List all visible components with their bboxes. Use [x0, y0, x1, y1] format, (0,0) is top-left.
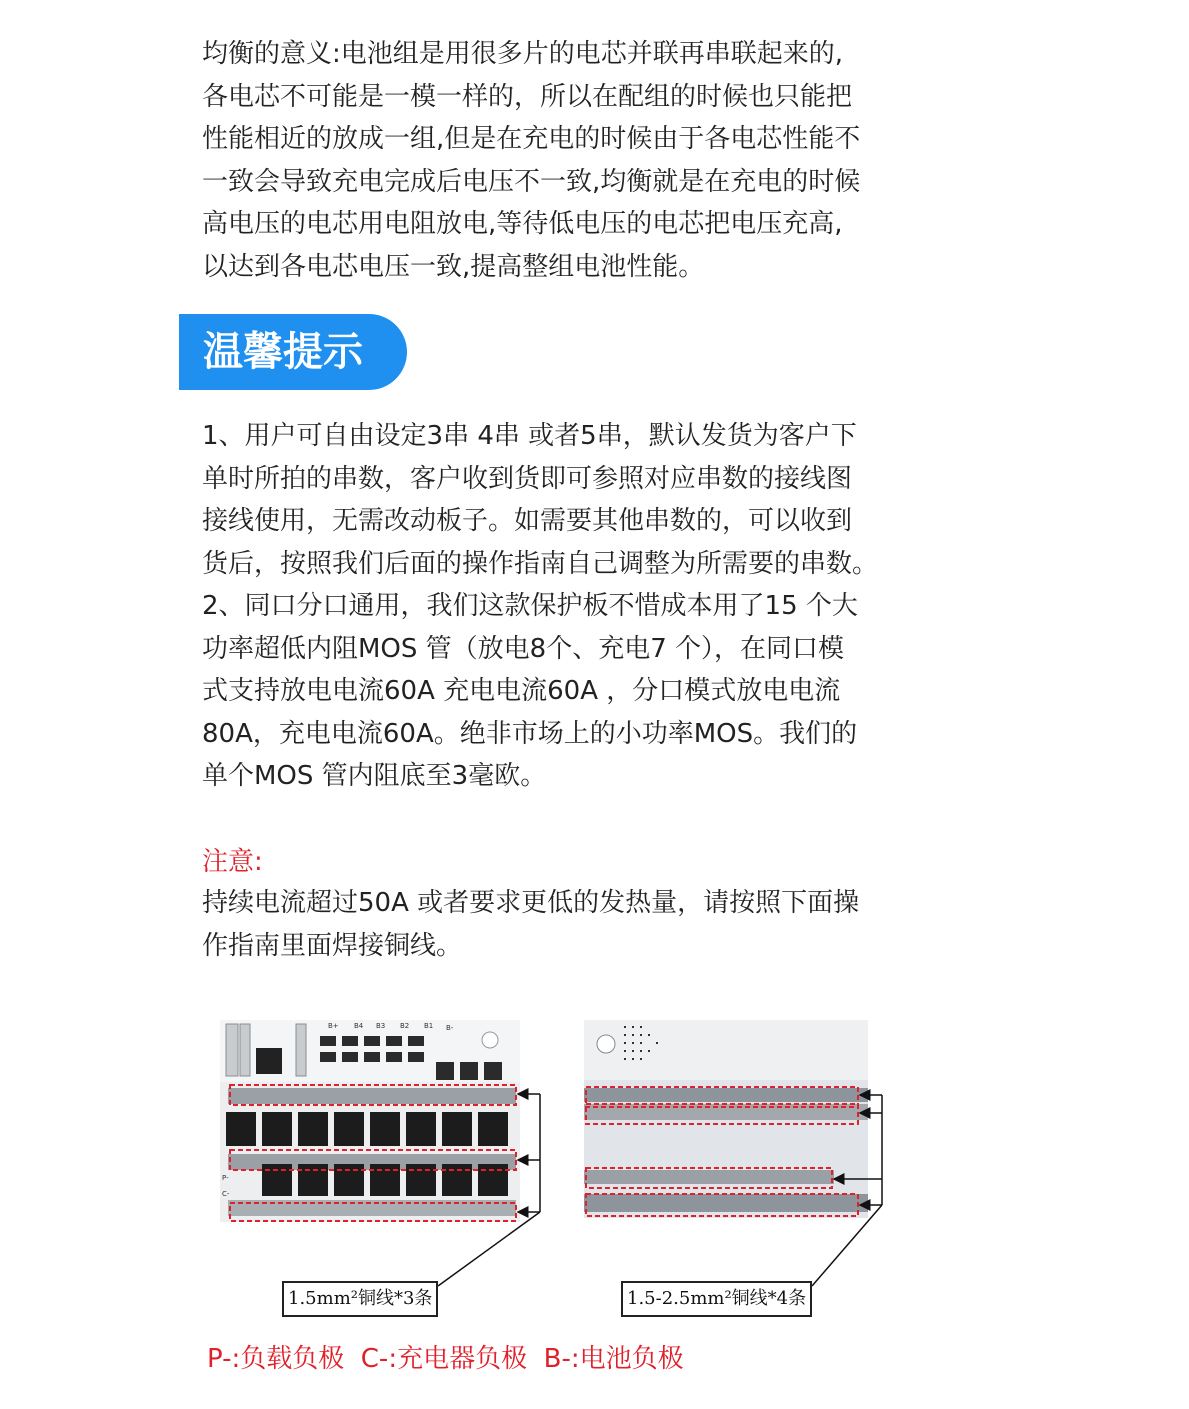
tips-line: 接线使用，无需改动板子。如需要其他串数的，可以收到 — [202, 506, 853, 536]
pcb-mark-b-plus: B+ — [328, 1022, 339, 1030]
pcb-mark-b4: B4 — [354, 1022, 364, 1030]
intro-line: 各电芯不可能是一模一样的，所以在配组的时候也只能把 — [202, 81, 853, 112]
copper-wire-label-left: 1.5mm²铜线*3条 — [282, 1281, 438, 1317]
dashed-box-right-3 — [586, 1168, 832, 1188]
pcb-mark-b2: B2 — [400, 1022, 410, 1030]
tips-line: 2、同口分口通用，我们这款保护板不惜成本用了15 个大 — [202, 591, 858, 621]
intro-line: 高电压的电芯用电阻放电,等待低电压的电芯把电压充高, — [202, 209, 843, 239]
tips-line: 1、用户可自由设定3串 4串 或者5串，默认发货为客户下 — [202, 421, 857, 451]
intro-line: 性能相近的放成一组,但是在充电的时候由于各电芯性能不 — [202, 124, 861, 154]
tips-line: 功率超低内阻MOS 管（放电8个、充电7 个），在同口模 — [202, 633, 845, 664]
tips-line: 单时所拍的串数，客户收到货即可参照对应串数的接线图 — [202, 463, 853, 494]
dashed-box-right-4 — [586, 1194, 858, 1216]
tips-line: 单个MOS 管内阻底至3毫欧。 — [202, 761, 547, 791]
intro-line: 以达到各电芯电压一致,提高整组电池性能。 — [202, 251, 705, 282]
intro-line: 一致会导致充电完成后电压不一致,均衡就是在充电的时候 — [202, 166, 861, 197]
dashed-box-left-bottom — [230, 1203, 516, 1221]
note-line: 作指南里面焊接铜线。 — [202, 930, 463, 961]
tips-line: 货后，按照我们后面的操作指南自己调整为所需要的串数。 — [202, 548, 879, 579]
note-line: 持续电流超过50A 或者要求更低的发热量，请按照下面操 — [202, 888, 860, 918]
terminal-legend: P-:负载负极 C-:充电器负极 B-:电池负极 — [207, 1344, 684, 1374]
tips-line: 80A，充电电流60A。绝非市场上的小功率MOS。我们的 — [202, 718, 858, 749]
intro-line: 均衡的意义:电池组是用很多片的电芯并联再串联起来的, — [202, 39, 844, 69]
dashed-box-left-top — [230, 1085, 516, 1105]
pcb-mark-b1: B1 — [424, 1022, 434, 1030]
copper-wire-label-right: 1.5-2.5mm²铜线*4条 — [621, 1281, 812, 1317]
dashed-box-left-mid — [230, 1150, 516, 1170]
tips-banner: 温馨提示 — [179, 314, 407, 390]
pcb-mark-p-minus: P- — [222, 1174, 229, 1182]
pcb-mark-b-minus: B- — [446, 1024, 454, 1032]
pcb-mark-c-minus: C- — [222, 1190, 230, 1198]
pcb-mark-b3: B3 — [376, 1022, 386, 1030]
tips-line: 式支持放电电流60A 充电电流60A ，分口模式放电电流 — [202, 676, 841, 706]
note-title: 注意: — [202, 847, 263, 877]
